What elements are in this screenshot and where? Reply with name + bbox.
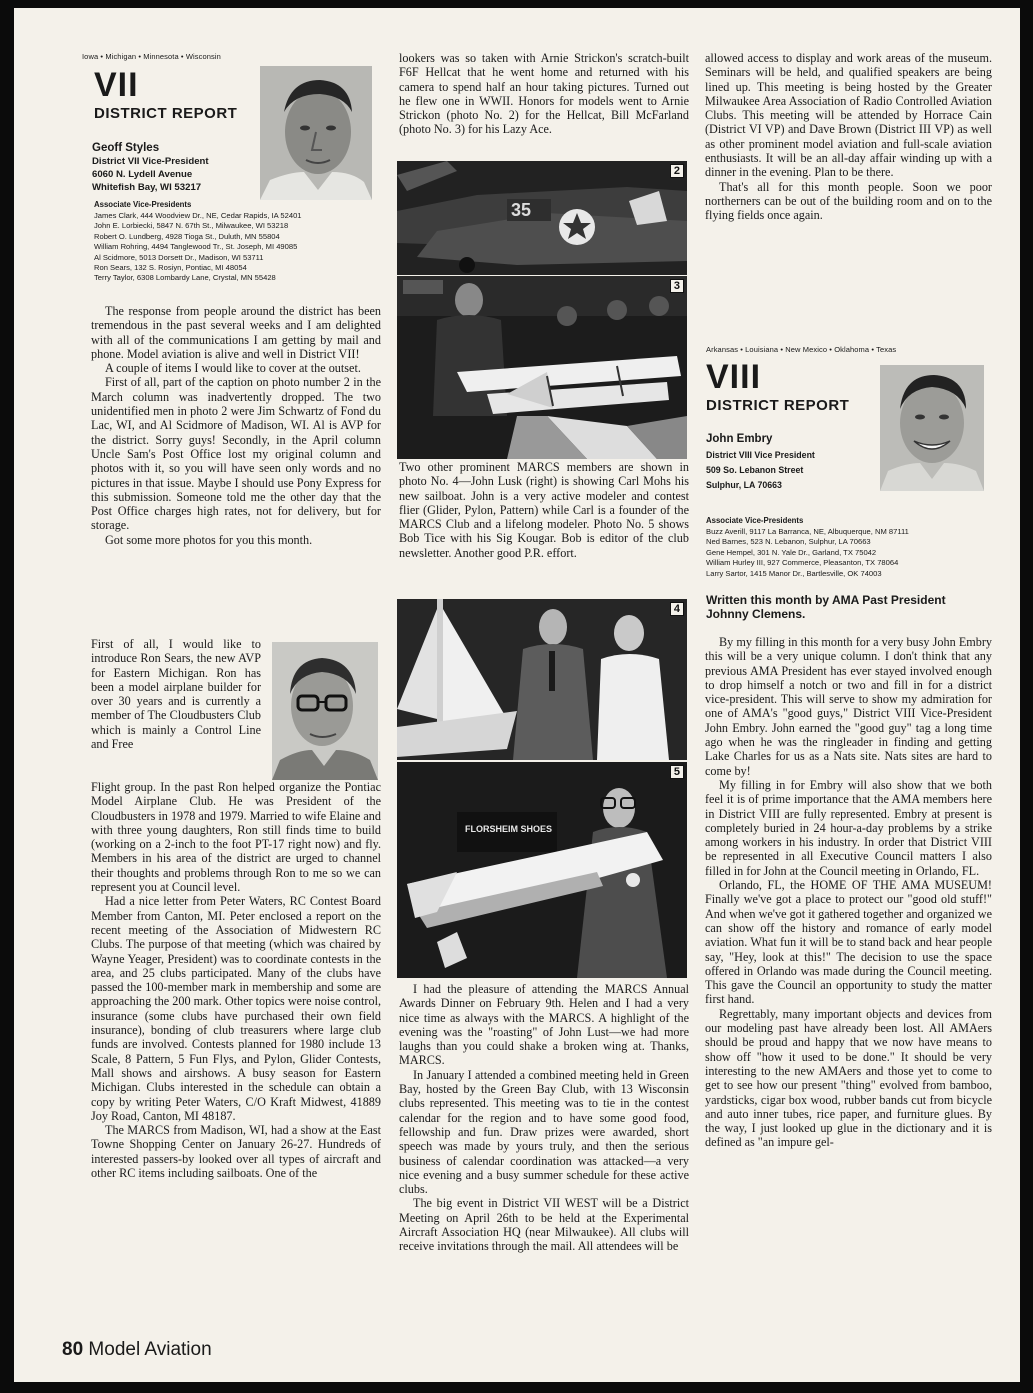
caption-text: Two other prominent MARCS members are shown in photo No. 4—John Lusk (right) is showing Carl Mohs his new sailboat. John is a very active modeler and contest flier (Glider, Pylon, Pattern) while Carl is a founder of the MARCS Club and a lifelong modeler. Photo No. 5 shows Bob Tice with his Sig Kougar. Bob is editor of the club newsletter. Another good P.R. effort. <box>399 460 689 560</box>
district-7-states: Iowa • Michigan • Minnesota • Wisconsin <box>82 52 221 61</box>
district-8-numeral: VIII <box>706 358 762 396</box>
district-8-vp-title: District VIII Vice President <box>706 450 815 460</box>
photo-5-sig-kougar <box>397 762 687 978</box>
photo-number-badge: 3 <box>670 279 684 293</box>
column-2-top-text <box>399 51 689 137</box>
photo-number-badge: 4 <box>670 602 684 616</box>
assoc-vp-entry: Ron Sears, 132 S. Rosiyn, Pontiac, MI 48054 <box>94 263 247 273</box>
paragraph: Regrettably, many important objects and devices from our modeling past have already been lost. All AMAers should be proud and happy that we now have means to show off "how it used to be done." It should be very interesting to the new AMAers and those yet to come to get to see how our present "thing" evolved from bamboo, yardsticks, cigar box wood, rubber bands cut from bicycle and auto inner tubes, rice paper, and furniture glues. By the way, I just looked up glue in the dictionary and it is defined as "an impure gel- <box>705 1006 992 1150</box>
paragraph: Had a nice letter from Peter Waters, RC Contest Board Member from Canton, MI. Peter enclosed a report on the recent meeting of the Association of Midwestern RC Clubs. The purpose of that meeting (which was chaired by Wayne Yeager, President) was to coordinate contests in the area, and 25 clubs participated. Many of the clubs have passed the 100-member mark in membership and some are approaching the 200 mark. Other topics were noise control, insurance (some clubs have purchased their own field insurance), bonding of club treasurers where large club funds are involved. Contests planned for 1980 include 13 Scale, 8 Pattern, 5 Fun Flys, and Pylon, Glider Contests, Mall shows and airshows. A busy season for Eastern Michigan. Clubs interested in the schedule can obtain a copy by writing Peter Waters, C/O Kraft Midwest, 41889 Joy Road, Canton, MI 48187. <box>91 894 381 1123</box>
assoc-vp-entry: James Clark, 444 Woodview Dr., NE, Cedar Rapids, IA 52401 <box>94 211 302 220</box>
column-3-top-text <box>705 51 992 223</box>
district-7-vp-address-2: Whitefish Bay, WI 53217 <box>92 182 202 193</box>
district-7-assoc-heading: Associate Vice-Presidents <box>94 200 192 209</box>
assoc-vp-entry: Al Scidmore, 5013 Dorsett Dr., Madison, WI 53711 <box>94 252 264 262</box>
photo-4-sailboat <box>397 599 687 760</box>
district-7-assoc-list <box>94 211 302 284</box>
photo-number-badge: 2 <box>670 164 684 178</box>
paragraph: My filling in for Embry will also show that we both feel it is of prime importance that the AMA members here in District VIII are fully represented. Embry at present is completely buried in 24 hour-a-day problems by a strike among workers in his industry. In order that District VIII be represented in all Executive Council matters I also filled in for John at the Council meeting in Orlando, FL. <box>705 777 992 878</box>
column-2-bottom-text <box>399 982 689 1254</box>
magazine-name: Model Aviation <box>88 1339 212 1360</box>
assoc-vp-entry: Gene Hempel, 301 N. Yale Dr., Garland, TX 75042 <box>706 547 877 557</box>
plane-number: 35 <box>511 200 532 220</box>
paragraph: Flight group. In the past Ron helped organize the Pontiac Model Airplane Club. He was President of the Cloudbusters in 1978 and 1979. Married to wife Elaine and with three young daughters, Ron still finds time to build (working on a 2-inch to the foot PT-17 right now) and fly. Members in his area of the district are urged to channel their thoughts and problems through Ron to me so we can represent you at Council level. <box>91 780 381 895</box>
paragraph: In January I attended a combined meeting held in Green Bay, hosted by the Green Bay Club, with 13 Wisconsin clubs represented. This meeting was to tie in the contest calendar for the region and to have some good food, fellowship and fun. Draw prizes were awarded, short speech was made by yours truly, and then the serious business of calendar coordination was attacked—a very nice evening and a busy summer schedule for these active clubs. <box>399 1067 689 1197</box>
district-8-vp-address-2: Sulphur, LA 70663 <box>706 480 782 490</box>
paragraph: allowed access to display and work areas of the museum. Seminars will be held, and qualified speakers are being lined up. This meeting is being hosted by the Greater Milwaukee Area Association of Radio Controlled Aviation Clubs. This meeting will be attended by Horrace Cain (District VI VP) and Dave Brown (District III VP) as well as other prominent model aviation and full-scale aviation enthusiasts. It will be an all-day affair winding up with a dinner in the evening. Plan to be there. <box>705 51 992 180</box>
assoc-vp-entry: William Rohring, 4494 Tanglewood Tr., St. Joseph, MI 49085 <box>94 242 298 252</box>
geoff-styles-portrait <box>260 66 372 200</box>
district-7-vp-name: Geoff Styles <box>92 142 160 154</box>
photo-3-lazy-ace <box>397 276 687 459</box>
district-7-vp-address-1: 6060 N. Lydell Avenue <box>92 169 193 180</box>
paragraph: First of all, part of the caption on photo number 2 in the March column was inadvertently dropped. The two unidentified men in photo 2 were Jim Schwartz of Fond du Lac, WI, and Al Scidmore of Madison, WI. Al is AVP for the district. Sorry guys! Secondly, in the April column Uncle Sam's Post Office lost my original column and photos with it, so you will have seen only words and no pictures in that issue. Maybe I should use Pony Express for this submission. Someone told me the other day that the Post Office charges high rates, not for delivery, but for storage. <box>91 375 381 533</box>
column-1-text-b <box>91 780 381 1180</box>
assoc-vp-entry: Larry Sartor, 1415 Manor Dr., Bartlesville, OK 74003 <box>706 568 882 578</box>
column-1-ron-intro <box>91 637 261 751</box>
paragraph: The response from people around the district has been tremendous in the past several weeks and I am delighted with all of the communications I am getting by mail and phone. Model aviation is alive and well in District VII! <box>91 304 381 361</box>
paragraph: That's all for this month people. Soon we poor northerners can be out of the building room and on to the flying fields once again. <box>705 179 992 223</box>
paragraph: A couple of items I would like to cover at the outset. <box>105 361 361 376</box>
paragraph: The big event in District VII WEST will be a District Meeting on April 26th to be held at the Experimental Aircraft Association HQ (near Milwaukee). All clubs will receive invitations through the mail. All attendees will be <box>399 1196 689 1254</box>
assoc-vp-entry: Robert O. Lundberg, 4928 Tioga St., Duluth, MN 55804 <box>94 231 280 241</box>
photo-caption <box>399 460 689 560</box>
column-3-text <box>705 635 992 1150</box>
paragraph: First of all, I would like to introduce Ron Sears, the new AVP for Eastern Michigan. Ron has been a model airplane builder for over 30 years and is currently a member of The Cloudbusters Club which is mainly a Control Line and Free <box>91 637 261 752</box>
district-8-vp-address-1: 509 So. Lebanon Street <box>706 465 804 475</box>
assoc-vp-entry: William Hurley III, 927 Commerce, Pleasanton, TX 78064 <box>706 558 899 568</box>
district-8-states: Arkansas • Louisiana • New Mexico • Oklahoma • Texas <box>706 345 897 354</box>
page-number: 80 <box>62 1339 84 1360</box>
district-8-byline: Written this month by AMA Past President Johnny Clemens. <box>706 593 946 621</box>
district-8-title: DISTRICT REPORT <box>706 397 850 414</box>
district-7-numeral: VII <box>94 66 139 104</box>
assoc-vp-entry: John E. Lorbiecki, 5847 N. 67th St., Milwaukee, WI 53218 <box>94 221 289 231</box>
john-embry-portrait <box>880 365 984 491</box>
ron-sears-portrait <box>272 642 378 780</box>
photo-number-badge: 5 <box>670 765 684 779</box>
shoe-store-sign: FLORSHEIM SHOES <box>465 824 553 834</box>
district-7-title: DISTRICT REPORT <box>94 105 238 122</box>
assoc-vp-entry: Buzz Averill, 9117 La Barranca, NE, Albuquerque, NM 87111 <box>706 527 909 536</box>
assoc-vp-entry: Terry Taylor, 6308 Lombardy Lane, Crystal, MN 55428 <box>94 273 276 283</box>
assoc-vp-entry: Ned Barnes, 523 N. Lebanon, Sulphur, LA 70663 <box>706 537 871 547</box>
paragraph: The MARCS from Madison, WI, had a show at the East Towne Shopping Center on January 26-27. Hundreds of interested passers-by looked over all types of aircraft and other RC items including sailboats. One of the <box>91 1123 381 1181</box>
paragraph: I had the pleasure of attending the MARCS Annual Awards Dinner on February 9th. Helen and I had a very nice time as always with the MARCS. A highlight of the evening was the "roasting" of John Lust—we had more laughs than you could shake a broken wing at. Thanks, MARCS. <box>399 982 689 1068</box>
district-8-vp-name: John Embry <box>706 433 773 445</box>
photo-2-hellcat <box>397 161 687 275</box>
paragraph: Orlando, FL, the HOME OF THE AMA MUSEUM! Finally we've got a place to protect our "good old stuff!" And when we've got it gathered together and organized we can show off the history and romance of early model aviation. What fun it will be to stand back and hear people say, "Hey, look at this!" The decision to use the space offered in Orlando was made during the Council meeting. This gave the Council an opportunity to study the matter first hand. <box>705 878 992 1007</box>
paragraph: Got some more photos for you this month. <box>105 532 313 547</box>
district-7-vp-title: District VII Vice-President <box>92 156 209 167</box>
column-1-text-a <box>91 304 381 547</box>
district-8-assoc-heading: Associate Vice-Presidents <box>706 516 804 525</box>
magazine-page <box>14 8 1020 1382</box>
paragraph: lookers was so taken with Arnie Strickon's scratch-built F6F Hellcat that he went home and returned with his camera to spend half an hour taking pictures. Turned out he flew one in WWII. Honors for models went to Arnie Strickon (photo No. 2) for the Hellcat, Bill McFarland (photo No. 3) for his Lazy Ace. <box>399 51 689 137</box>
district-8-assoc-list <box>706 527 909 579</box>
paragraph: By my filling in this month for a very busy John Embry this will be a very unique column. I don't think that any previous AMA President has ever stayed involved enough to drop himself a notch or two and fill in for a district vice-president. This will serve to show my admiration for one of AMA's "good guys," District VIII Vice-President John Embry. John earned the "good guy" tag a long time ago when he was the ringleader in finding and getting Lake Charles for us as a Nats site. Nats sites are hard to come by! <box>705 635 992 778</box>
page-footer <box>62 1339 212 1361</box>
